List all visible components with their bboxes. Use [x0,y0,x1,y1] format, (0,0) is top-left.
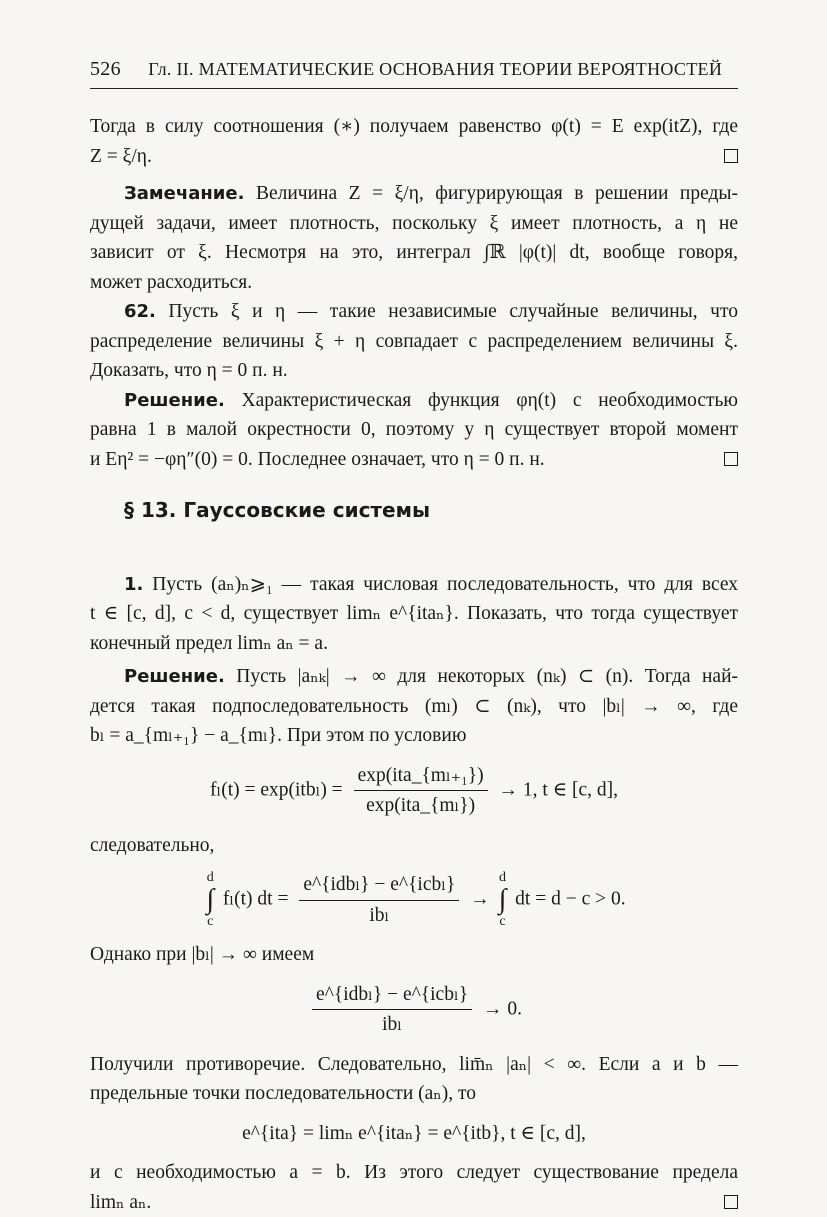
denominator: ibₗ [312,1010,472,1040]
text-line: t ∈ [c, d], c < d, существует limₙ e^{itaₙ}. Показать, что тогда существует [90,599,738,629]
text-line [90,445,738,475]
text-line [90,386,738,416]
text-line: конечный предел limₙ aₙ = a. [90,629,738,659]
section-heading: § 13. Гауссовские системы [124,496,738,526]
qed-icon [724,452,738,466]
integral-lower: c [499,914,505,929]
page-number: 526 [90,58,121,80]
integral-sign [206,870,214,930]
equation-1 [90,761,738,821]
integral-icon: ∫ [499,886,507,914]
equation-part: → [470,888,490,909]
intro-paragraph [90,112,738,171]
equation-2 [90,870,738,930]
text-line: предельные точки последовательности (aₙ), то [90,1079,738,1109]
text-line: Доказать, что η = 0 п. н. [90,356,738,386]
fraction [299,870,459,930]
text-span: limₙ aₙ. [90,1192,151,1213]
problem-62 [90,297,738,386]
text-line: Тогда в силу соотношения (∗) получаем равенство φ(t) = E exp(itZ), где [90,112,738,142]
integral-upper: d [499,870,506,885]
solution-1 [90,662,738,751]
header-rule [90,88,738,89]
text-line: дущей задачи, имеет плотность, поскольку ξ имеет плотность, а η не [90,209,738,239]
numerator: exp(ita_{mₗ₊₁}) [354,761,488,792]
text-span: Пусть |aₙₖ| → ∞ для некоторых (nₖ) ⊂ (n). Тогда най- [236,666,738,687]
equation-part: fₗ(t) dt = [223,888,289,909]
numerator: e^{idbₗ} − e^{icbₗ} [299,870,459,901]
text-line: может расходиться. [90,268,738,298]
text-line [90,297,738,327]
equation-part: → 1, t ∈ [c, d], [499,779,619,800]
text-line: и с необходимостью a = b. Из этого следует существование предела [90,1158,738,1188]
remark-label: Замечание. [124,183,244,204]
paragraph [90,1050,738,1109]
chapter-title: Гл. II. МАТЕМАТИЧЕСКИЕ ОСНОВАНИЯ ТЕОРИИ ВЕРОЯТНОСТЕЙ [148,59,722,79]
text-line: Однако при |bₗ| → ∞ имеем [90,940,738,970]
denominator: exp(ita_{mₗ}) [354,791,488,821]
qed-icon [724,149,738,163]
problem-1 [90,570,738,659]
running-header [90,58,738,81]
equation-4: e^{ita} = limₙ e^{itaₙ} = e^{itb}, t ∈ [c, d], [90,1119,738,1149]
integral-sign [499,870,507,930]
paragraph [90,1158,738,1217]
text-line: Получили противоречие. Следовательно, lim̄ₙ |aₙ| < ∞. Если a и b — [90,1050,738,1080]
remark-paragraph [90,179,738,297]
text-line [90,662,738,692]
solution-label: Решение. [124,390,225,411]
fraction [312,980,472,1040]
qed-icon [724,1195,738,1209]
text-line [90,179,738,209]
fraction [354,761,488,821]
denominator: ibₗ [299,901,459,931]
solution-62 [90,386,738,475]
text-line: равна 1 в малой окрестности 0, поэтому у η существует второй момент [90,415,738,445]
text-span: Величина Z = ξ/η, фигурирующая в решении преды- [256,183,738,204]
numerator: e^{idbₗ} − e^{icbₗ} [312,980,472,1011]
integral-lower: c [207,914,213,929]
text-span: Характеристическая функция φη(t) с необходимостью [242,390,738,411]
text-line: зависит от ξ. Несмотря на это, интеграл ∫ℝ |φ(t)| dt, вообще говоря, [90,238,738,268]
page-body [90,112,738,1217]
text-line [90,570,738,600]
problem-number: 1. [124,574,143,595]
text-line [90,1188,738,1217]
text-line: распределение величины ξ + η совпадает с распределением величины ξ. [90,327,738,357]
text-line: дется такая подпоследовательность (mₗ) ⊂ (nₖ), что |bₗ| → ∞, где [90,692,738,722]
equation-part: fₗ(t) = exp(itbₗ) = [210,779,343,800]
text-line: следовательно, [90,831,738,861]
solution-label: Решение. [124,666,225,687]
integral-upper: d [207,870,214,885]
text-span: Z = ξ/η. [90,146,152,167]
equation-part: dt = d − c > 0. [515,888,625,909]
text-line: bₗ = a_{mₗ₊₁} − a_{mₗ}. При этом по условию [90,721,738,751]
text-span: Пусть (aₙ)ₙ⩾₁ — такая числовая последовательность, что для всех [152,574,738,595]
text-span: Пусть ξ и η — такие независимые случайные величины, что [168,301,738,322]
equation-3 [90,980,738,1040]
problem-number: 62. [124,301,156,322]
text-line [90,142,738,172]
text-span: и Eη² = −φη″(0) = 0. Последнее означает, что η = 0 п. н. [90,449,545,470]
integral-icon: ∫ [206,886,214,914]
equation-part: → 0. [483,998,522,1019]
